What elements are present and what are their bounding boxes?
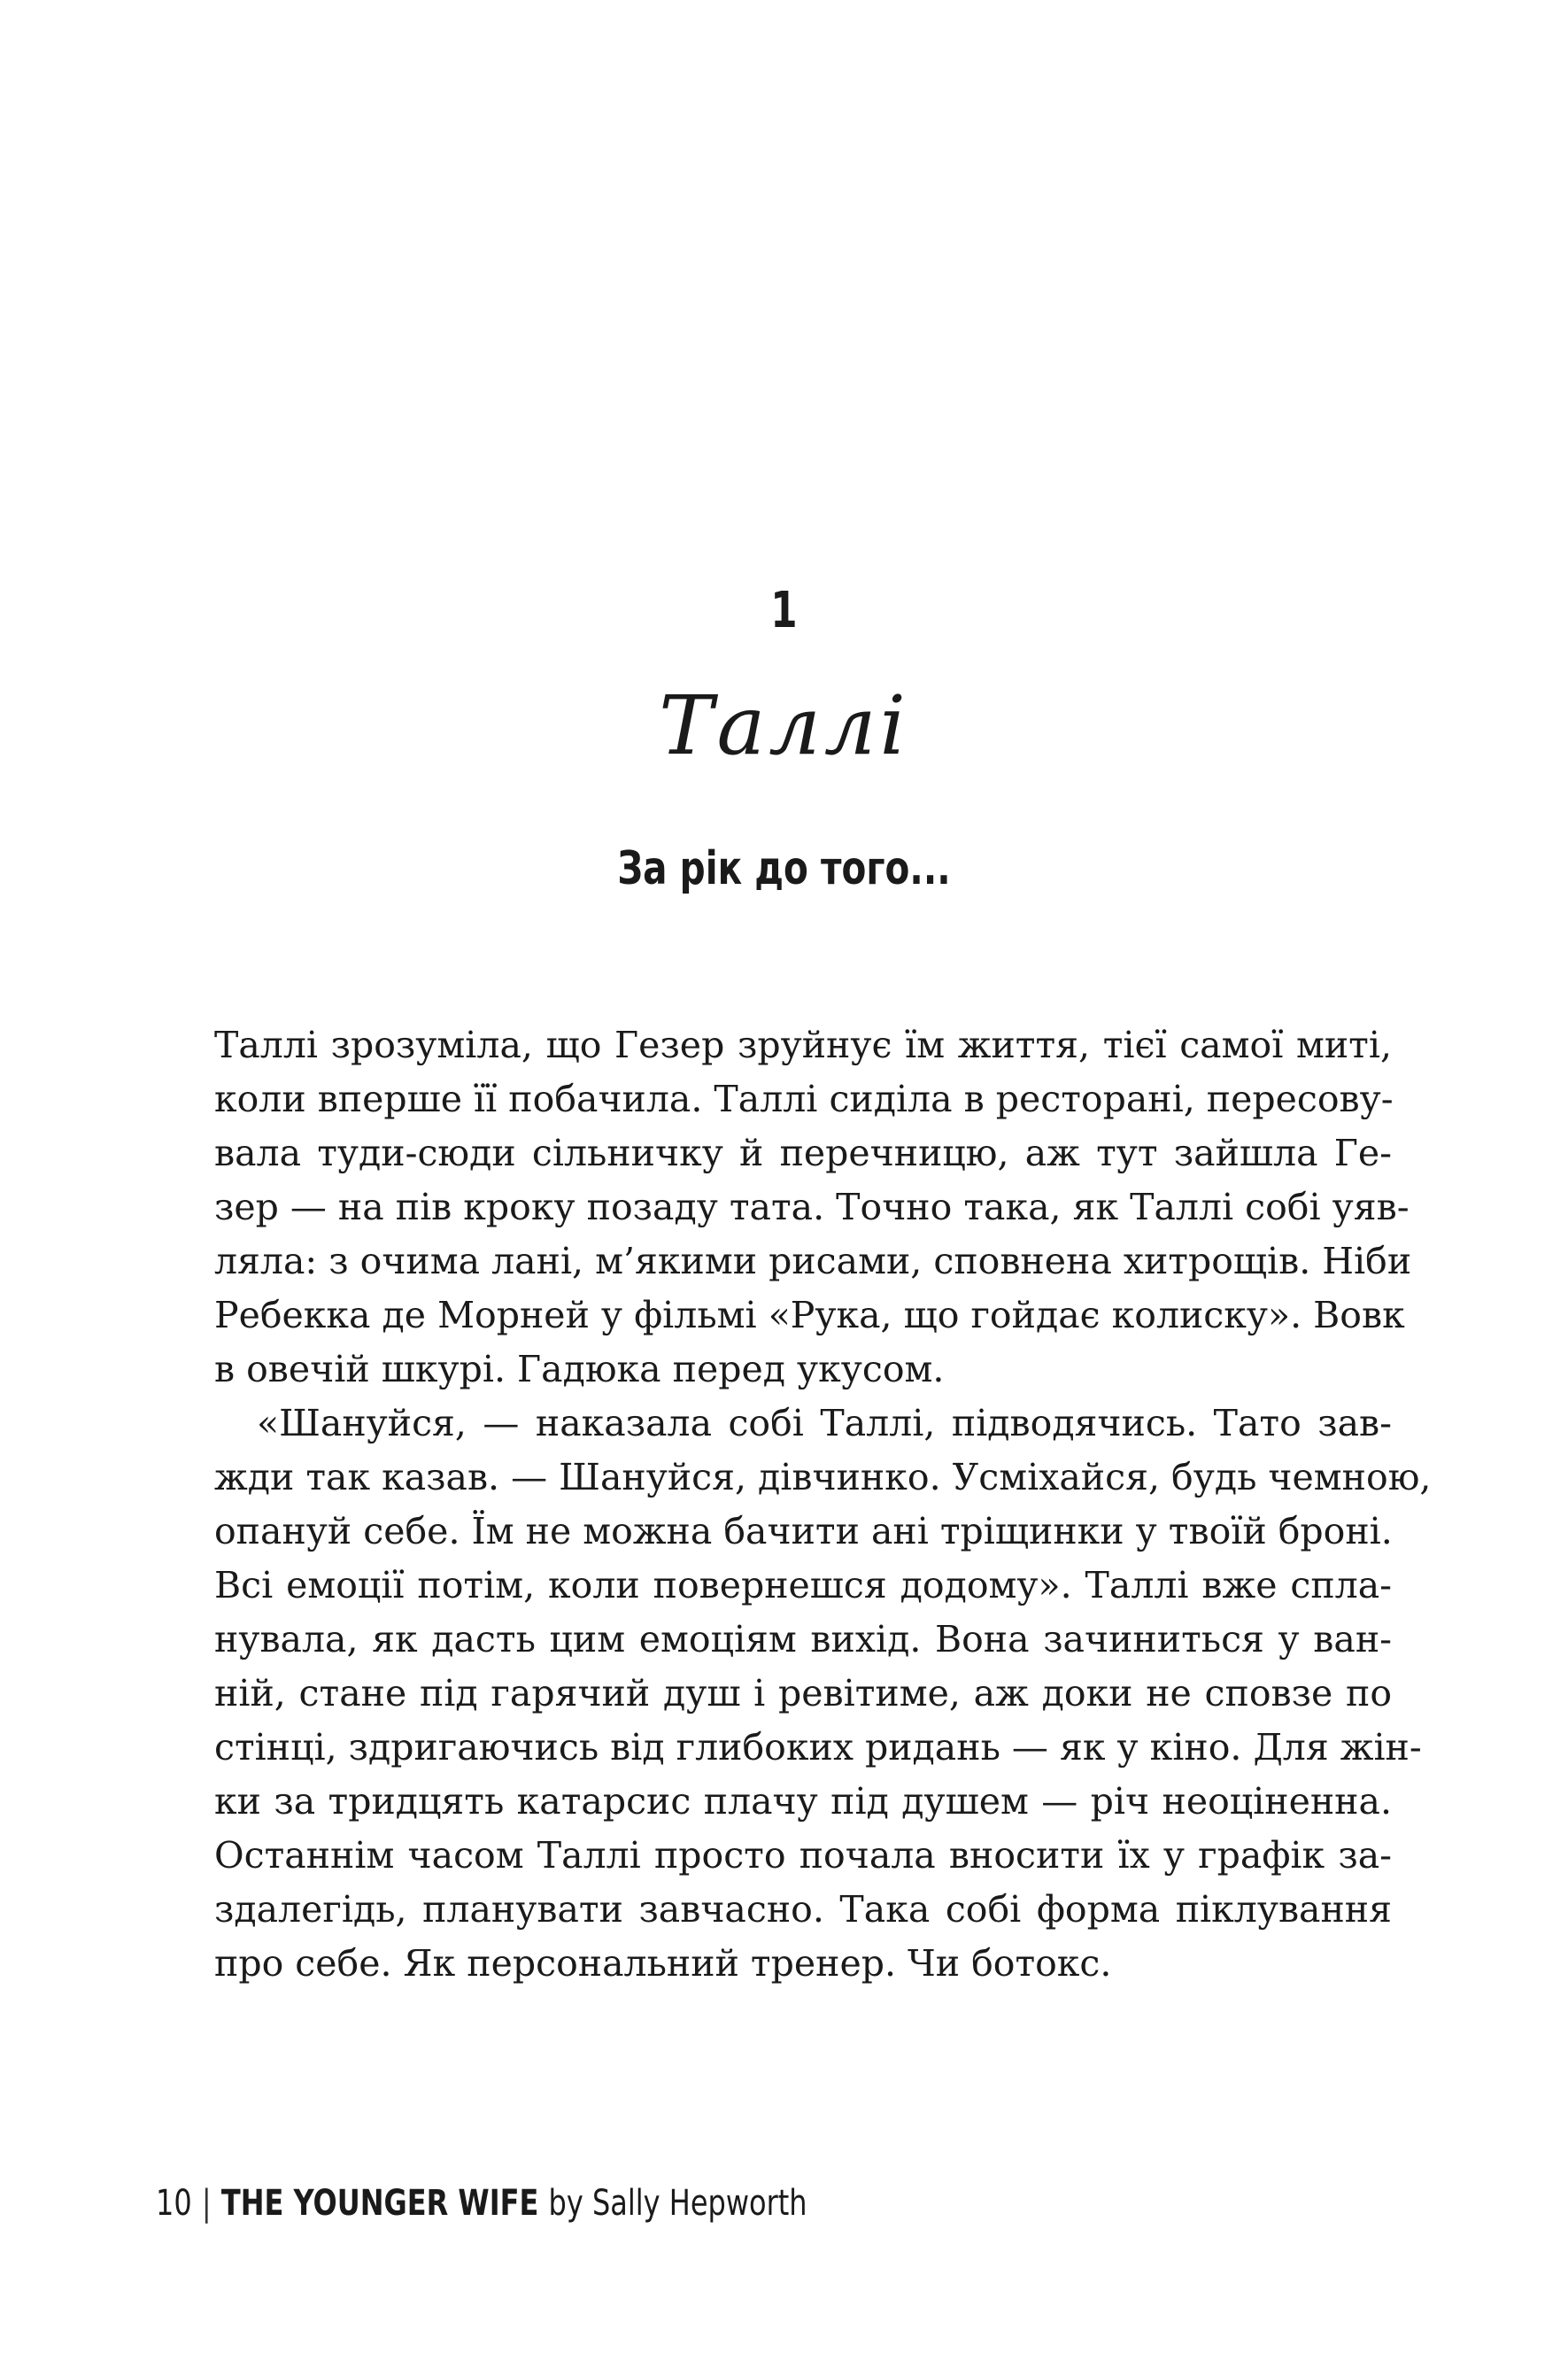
chapter-title: Таллі: [659, 678, 909, 773]
footer-separator: |: [201, 2183, 212, 2224]
text-line: нувала, як дасть цим емоціям вихід. Вона зачиниться у ван-: [214, 1618, 1392, 1660]
text-line: про себе. Як персональний тренер. Чи ботокс.: [214, 1942, 1112, 1985]
text-line: вала туди-сюди сільничку й перечницю, аж тут зайшла Ге-: [214, 1132, 1392, 1174]
text-line: Таллі зрозуміла, що Гезер зруйнує їм життя, тієї самої миті,: [214, 1024, 1392, 1066]
text-line: «Шануйся, — наказала собі Таллі, підводячись. Тато зав-: [257, 1402, 1392, 1444]
body-text: [214, 1018, 1432, 1991]
text-line: ляла: з очима лані, м’якими рисами, сповнена хитрощів. Ніби: [214, 1240, 1412, 1282]
chapter-number: 1: [770, 582, 798, 639]
text-line: ки за тридцять катарсис плачу під душем — річ неоціненна.: [214, 1780, 1392, 1823]
text-line: Всі емоції потім, коли повернешся додому». Таллі вже спла-: [214, 1564, 1392, 1606]
text-line: Ребекка де Морней у фільмі «Рука, що гойдає колиску». Вовк: [214, 1294, 1405, 1336]
page-number: 10: [156, 2183, 192, 2224]
text-line: здалегідь, планувати завчасно. Така собі форма піклування: [214, 1888, 1392, 1931]
text-line: Останнім часом Таллі просто почала вносити їх у графік за-: [214, 1834, 1392, 1877]
paragraph-1: [214, 1018, 1412, 1397]
chapter-subtitle: За рік до того...: [617, 842, 951, 895]
text-line: жди так казав. — Шануйся, дівчинко. Усміхайся, будь чемною,: [214, 1456, 1432, 1498]
text-line: в овечій шкурі. Гадюка перед укусом.: [214, 1348, 945, 1390]
page-footer: [156, 2177, 807, 2230]
text-line: опануй себе. Їм не можна бачити ані тріщинки у твоїй броні.: [214, 1510, 1393, 1552]
book-title: THE YOUNGER WIFE: [220, 2183, 539, 2224]
paragraph-2: [214, 1397, 1432, 1991]
text-line: зер — на пів кроку позаду тата. Точно така, як Таллі собі уяв-: [214, 1186, 1410, 1228]
book-author: by Sally Hepworth: [548, 2183, 807, 2224]
text-line: ній, стане під гарячий душ і ревітиме, аж доки не сповзе по: [214, 1672, 1392, 1714]
text-line: коли вперше її побачила. Таллі сиділа в ресторані, пересову-: [214, 1078, 1394, 1120]
text-line: стінці, здригаючись від глибоких ридань — як у кіно. Для жін-: [214, 1726, 1422, 1769]
